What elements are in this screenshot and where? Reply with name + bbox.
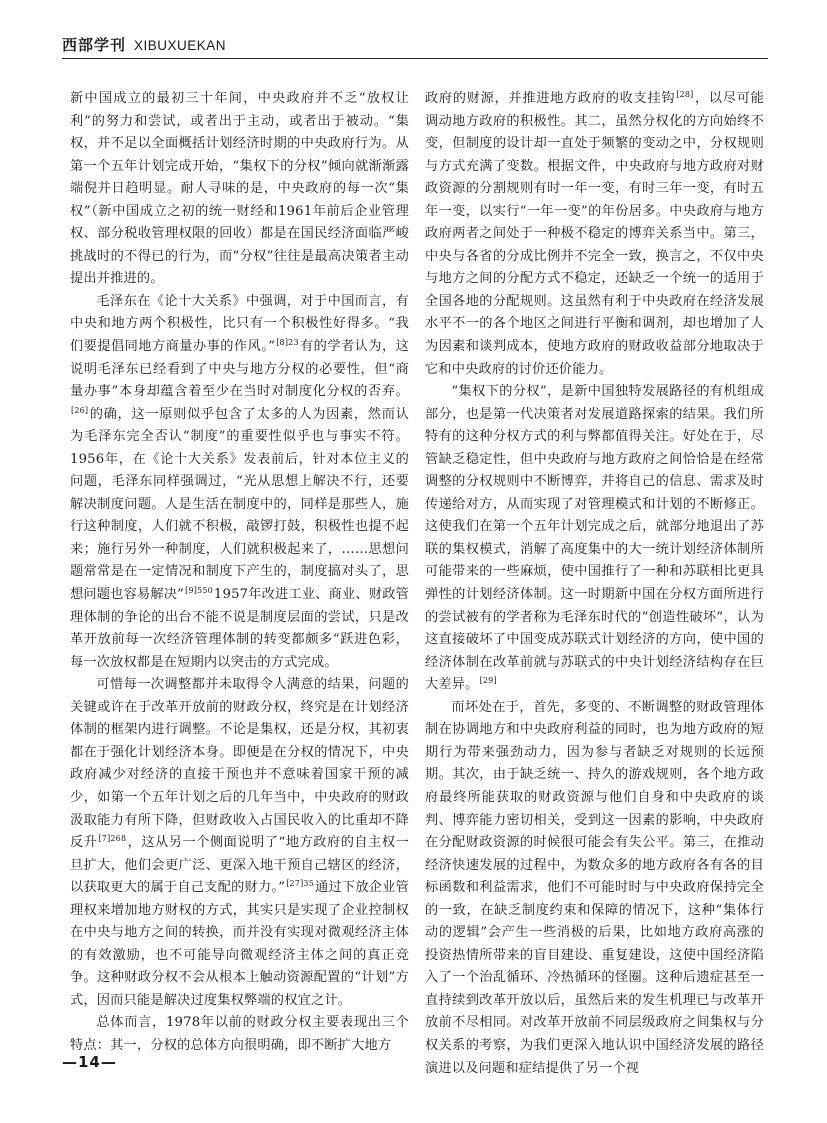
- paragraph: [70, 88, 409, 291]
- text: 的确，这一原则似乎包含了太多的人为因素，然而认为毛泽东完全否认“制度”的重要性似乎也与事实不符。1956年，在《论十大关系》发表前后，针对本位主义的问题，毛泽东同样强调过，“光从思想上解决不行，还要解决制度问题。人是生活在制度中的，同样是那些人，施行这种制度，人们就不积极，敲锣打鼓，积极性也提不起来；施行另外一种制度，人们就积极起来了，……思想问题常常是在一定情况和制度下产生的，制度搞对头了，思想问题也容易解决”: [70, 406, 409, 603]
- left-column: [70, 88, 409, 1058]
- citation: [9]550: [185, 586, 213, 596]
- text: 毛泽东在《论十大关系》中强调，对于中国而言，有中央和地方两个积极性，比只有一个积极性好得多。“我们要提倡同地方商量办事的作风。”: [70, 293, 409, 355]
- text: 有的学者认为，这说明毛泽东已经看到了中央与地方分权的必要性，但“商量办事”本身却蕴含着至少在当时对制度化分权的否弃。: [70, 339, 409, 400]
- text: 而坏处在于，首先，多变的、不断调整的财政管理体制在协调地方和中央政府利益的同时，也为地方政府的短期行为带来强劲动力，因为参与者缺乏对规则的长远预期。其次，由于缺乏统一、持久的游戏规则，各个地方政府最终所能获取的财政资源与他们自身和中央政府的谈判、博弈能力密切相关，受到这一因素的影响，中央政府在分配财政资源的时候很可能会有失公平。第三，在推动经济快速发展的过程中，为数众多的地方政府各有各的目标函数和利益需求，他们不可能时时与中央政府保持完全的一致，在缺乏制度约束和保障的情况下，这种“集体行动的逻辑”会产生一些消极的后果，比如地方政府高涨的投资热情所带来的盲目建设、重复建设，这使中国经济陷入了一个治乱循环、冷热循环的怪圈。这种后遗症甚至一直持续到改革开放以后，虽然后来的发生机理已与改革开放前不尽相同。对改革开放前不同层级政府之间集权与分权关系的考察，为我们更深入地认识中国经济发展的路径演进以及问题和症结提供了另一个视: [425, 699, 764, 1076]
- text: ，这从另一个侧面说明了“地方政府的自主权一旦扩大，他们会更广泛、更深入地干预自己辖区的经济，以获取更大的属于自己支配的财力。”: [70, 835, 409, 896]
- text: 政府的财源，并推进地方政府的收支挂钩: [425, 91, 676, 106]
- journal-name-cn: 西部学刊: [62, 36, 127, 54]
- paragraph: [70, 1012, 409, 1057]
- paragraph: [70, 674, 409, 1012]
- text: “集权下的分权”，是新中国独特发展路径的有机组成部分，也是第一代决策者对发展道路探索的结果。我们所特有的这种分权方式的利与弊都值得关注。好处在于，尽管缺乏稳定性，但中央政府与地方政府之间恰恰是在经常调整的分权规则中不断博弈，并将自己的信息、需求及时传递给对方，从而实现了对管理模式和计划的不断修正。这使我们在第一个五年计划完成之后，就部分地退出了苏联的集权模式，消解了高度集中的大一统计划经济体制所可能带来的一些麻烦，使中国推行了一种和苏联相比更具弹性的计划经济体制。这一时期新中国在分权方面所进行的尝试被有的学者称为毛泽东时代的“创造性破坏”，认为这直接破坏了中国变成苏联式计划经济的方向，使中国的经济体制在改革前就与苏联式的中央计划经济结构存在巨大差异。: [425, 384, 764, 693]
- citation: [27]35: [286, 879, 314, 889]
- right-column: [425, 88, 764, 1080]
- citation: [26]: [71, 405, 89, 415]
- header-rule: [62, 58, 768, 59]
- citation: [29]: [479, 676, 497, 686]
- text: 新中国成立的最初三十年间，中央政府并不乏“放权让利”的努力和尝试，或者出于主动，或者出于被动。“集权，并不足以全面概括计划经济时期的中央政府行为。从第一个五年计划完成开始，“集权下的分权”倾向就渐渐露端倪并日趋明显。耐人寻味的是，中央政府的每一次“集权”（新中国成立之初的统一财经和1961年前后企业管理权、部分税收管理权限的回收）都是在国民经济面临严峻挑战时的不得已的行为，而“分权”往往是最高决策者主动提出并推进的。: [70, 91, 409, 287]
- text: 可惜每一次调整都并未取得令人满意的结果，问题的关键或许在于改革开放前的财政分权，终究是在计划经济体制的框架内进行调整。不论是集权，还是分权，其初衷都在于强化计划经济本身。即便是在分权的情况下，中央政府减少对经济的直接干预也并不意味着国家干预的减少，如第一个五年计划之后的几年当中，中央政府的财政汲取能力有所下降，但财政收入占国民收入的比重却不降反升: [70, 677, 409, 851]
- text: 通过下放企业管理权来增加地方财权的方式，其实只是实现了企业控制权在中央与地方之间的转换，而并没有实现对微观经济主体的有效激励，也不可能导向微观经济主体之间的真正竞争。这种财政分权不会从根本上触动资源配置的“计划”方式，因而只能是解决过度集权弊端的权宜之计。: [70, 880, 409, 1008]
- paragraph: [70, 291, 409, 674]
- text: ，以尽可能调动地方政府的积极性。其二，虽然分权化的方向始终不变，但制度的设计却一直处于频繁的变动之中，分权规则与方式充满了变数。根据文件，中央政府与地方政府对财政资源的分割规则有时一年一变，有时三年一变，有时五年一变，以实行“一年一变”的年份居多。中央政府与地方政府两者之间处于一种极不稳定的博弈关系当中。第三，中央与各省的分成比例并不完全一致，换言之，不仅中央与地方之间的分配方式不稳定，还缺乏一个统一的适用于全国各地的分配规则。这虽然有利于中央政府在经济发展水平不一的各个地区之间进行平衡和调剂，却也增加了人为因素和谈判成本，使地方政府的财政收益部分地取决于它和中央政府的讨价还价能力。: [425, 91, 764, 377]
- journal-name-en: XIBUXUEKAN: [134, 38, 227, 53]
- citation: [7]268: [98, 834, 127, 844]
- running-header: [62, 34, 768, 54]
- citation: [8]23: [276, 338, 299, 348]
- text: 1957年改进工业、商业、财政管理体制的争论的出台不能不说是制度层面的尝试，只是改革开放前每一次经济管理体制的转变都颇多“跃进色彩，每一次放权都是在短期内以突击的方式完成。: [70, 587, 409, 670]
- paragraph: [425, 381, 764, 697]
- paragraph: [425, 88, 764, 381]
- paragraph: [425, 697, 764, 1080]
- text: 总体而言，1978年以前的财政分权主要表现出三个特点：其一，分权的总体方向很明确，即不断扩大地方: [70, 1015, 409, 1053]
- page-number: —14—: [62, 1053, 117, 1071]
- citation: [28]: [676, 90, 694, 99]
